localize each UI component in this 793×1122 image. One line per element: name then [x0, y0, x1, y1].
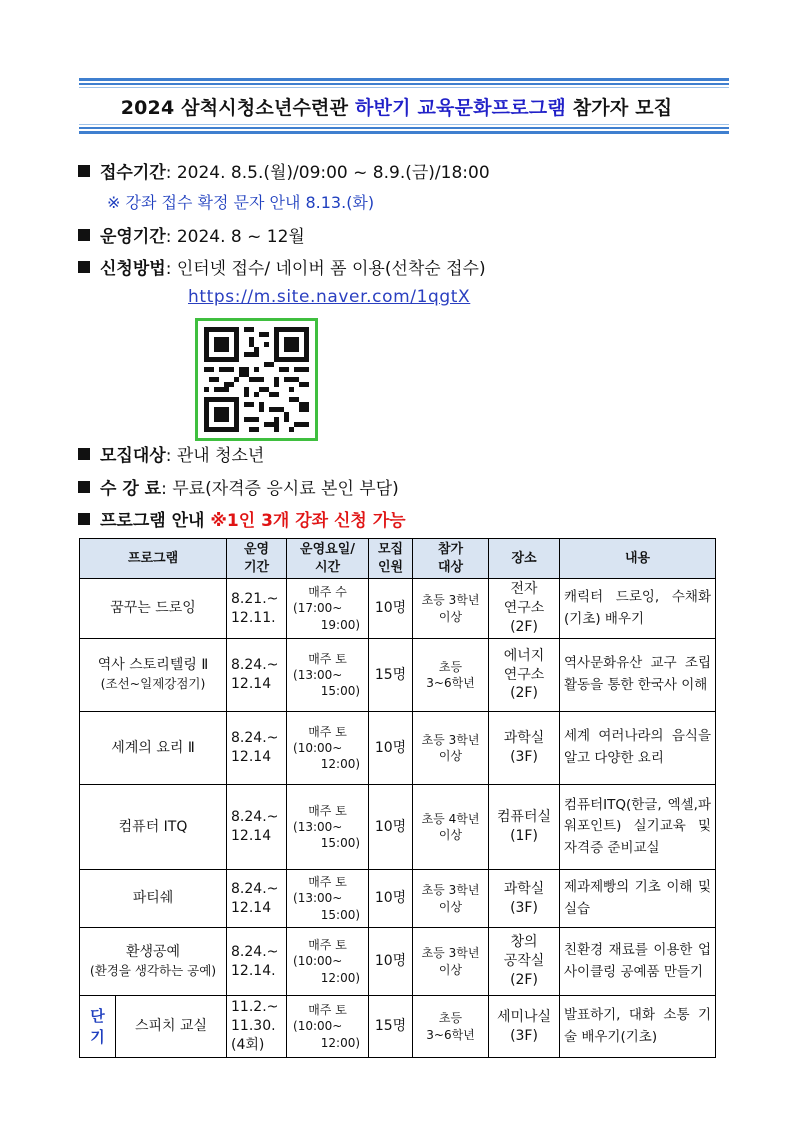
program-content: 발표하기, 대화 소통 기술 배우기(기초) [560, 996, 716, 1058]
program-target: 초등 3~6학년 [413, 639, 489, 712]
title-highlight: 하반기 교육문화프로그램 [354, 97, 566, 119]
program-schedule: 매주 토 (13:00~ 15:00) [287, 870, 369, 928]
page-title [0, 93, 793, 120]
program-name: 세계의 요리 Ⅱ [80, 712, 227, 785]
program-label: 프로그램 안내 [100, 511, 211, 531]
program-target: 초등 3학년 이상 [413, 928, 489, 996]
header-target: 참가 대상 [413, 539, 489, 579]
bullet-square-icon [78, 513, 90, 525]
program-name: 꿈꾸는 드로잉 [80, 579, 227, 639]
program-capacity: 10명 [369, 579, 413, 639]
program-name: 컴퓨터 ITQ [80, 785, 227, 870]
reception-line [78, 158, 490, 183]
program-period: 8.24.~ 12.14. [227, 928, 287, 996]
program-target: 초등 3학년 이상 [413, 870, 489, 928]
title-part1: 2024 삼척시청소년수련관 [120, 97, 355, 119]
reception-note: ※ 강좌 접수 확정 문자 안내 8.13.(화) [107, 193, 375, 212]
program-place: 컴퓨터실 (1F) [489, 785, 560, 870]
header-schedule: 운영요일/ 시간 [287, 539, 369, 579]
bullet-square-icon [78, 165, 90, 177]
fee-line [78, 474, 399, 499]
apply-line [78, 254, 486, 279]
fee-label: 수 강 료 [100, 479, 162, 499]
program-place: 과학실 (3F) [489, 870, 560, 928]
program-name: 역사 스토리텔링 Ⅱ (조선~일제강점기) [80, 639, 227, 712]
program-content: 컴퓨터ITQ(한글, 엑셀,파워포인트) 실기교육 및 자격증 준비교실 [560, 785, 716, 870]
program-target: 초등 4학년 이상 [413, 785, 489, 870]
program-place: 세미나실 (3F) [489, 996, 560, 1058]
operation-line [78, 222, 305, 247]
table-row [80, 639, 716, 712]
operation-label: 운영기간 [100, 227, 166, 247]
table-row [80, 870, 716, 928]
top-rule [79, 78, 729, 88]
bullet-square-icon [78, 481, 90, 493]
operation-value: : 2024. 8 ~ 12월 [165, 227, 305, 247]
program-capacity: 15명 [369, 639, 413, 712]
reception-label: 접수기간 [100, 163, 166, 183]
program-target: 초등 3~6학년 [413, 996, 489, 1058]
header-capacity: 모집 인원 [369, 539, 413, 579]
title-bottom-rule [79, 124, 729, 134]
program-schedule: 매주 토 (13:00~ 15:00) [287, 785, 369, 870]
program-capacity: 10명 [369, 870, 413, 928]
program-content: 역사문화유산 교구 조립활동을 통한 한국사 이해 [560, 639, 716, 712]
apply-value: : 인터넷 접수/ 네이버 폼 이용(선착순 접수) [165, 259, 486, 279]
header-place: 장소 [489, 539, 560, 579]
table-row [80, 996, 716, 1058]
apply-label: 신청방법 [100, 259, 166, 279]
target-line [78, 441, 264, 466]
title-part2: 참가자 모집 [565, 97, 673, 119]
program-note: ※1인 3개 강좌 신청 가능 [210, 511, 406, 531]
program-capacity: 10명 [369, 712, 413, 785]
header-period: 운영 기간 [227, 539, 287, 579]
target-label: 모집대상 [100, 446, 166, 466]
program-name: 파티쉐 [80, 870, 227, 928]
qr-code[interactable] [195, 318, 318, 441]
program-period: 11.2.~ 11.30. (4회) [227, 996, 287, 1058]
program-period: 8.24.~ 12.14 [227, 639, 287, 712]
program-place: 전자 연구소 (2F) [489, 579, 560, 639]
table-row [80, 785, 716, 870]
program-name: 스피치 교실 [116, 996, 227, 1058]
program-schedule: 매주 토 (13:00~ 15:00) [287, 639, 369, 712]
program-place: 에너지 연구소 (2F) [489, 639, 560, 712]
program-table [79, 538, 716, 1058]
table-header-row [80, 539, 716, 579]
target-value: : 관내 청소년 [165, 446, 265, 466]
program-target: 초등 3학년 이상 [413, 712, 489, 785]
bullet-square-icon [78, 261, 90, 273]
header-program: 프로그램 [80, 539, 227, 579]
program-place: 창의 공작실 (2F) [489, 928, 560, 996]
program-schedule: 매주 토 (10:00~ 12:00) [287, 712, 369, 785]
program-schedule: 매주 수 (17:00~ 19:00) [287, 579, 369, 639]
bullet-square-icon [78, 448, 90, 460]
program-period: 8.24.~ 12.14 [227, 785, 287, 870]
program-content: 세계 여러나라의 음식을 알고 다양한 요리 [560, 712, 716, 785]
program-line [78, 506, 406, 531]
program-content: 친환경 재료를 이용한 업사이클링 공예품 만들기 [560, 928, 716, 996]
reception-value: : 2024. 8.5.(월)/09:00 ~ 8.9.(금)/18:00 [165, 163, 490, 183]
program-period: 8.24.~ 12.14 [227, 870, 287, 928]
program-schedule: 매주 토 (10:00~ 12:00) [287, 996, 369, 1058]
program-capacity: 15명 [369, 996, 413, 1058]
table-row [80, 579, 716, 639]
apply-form-link[interactable]: https://m.site.naver.com/1qgtX [188, 287, 471, 307]
program-content: 캐릭터 드로잉, 수채화(기초) 배우기 [560, 579, 716, 639]
header-content: 내용 [560, 539, 716, 579]
short-term-label: 단 기 [80, 996, 116, 1058]
program-target: 초등 3학년 이상 [413, 579, 489, 639]
program-schedule: 매주 토 (10:00~ 12:00) [287, 928, 369, 996]
program-period: 8.21.~ 12.11. [227, 579, 287, 639]
table-row [80, 712, 716, 785]
bullet-square-icon [78, 229, 90, 241]
program-period: 8.24.~ 12.14 [227, 712, 287, 785]
program-content: 제과제빵의 기초 이해 및 실습 [560, 870, 716, 928]
table-row [80, 928, 716, 996]
program-capacity: 10명 [369, 785, 413, 870]
qr-code-icon [204, 327, 309, 432]
fee-value: : 무료(자격증 응시료 본인 부담) [161, 479, 399, 499]
program-name: 환생공예 (환경을 생각하는 공예) [80, 928, 227, 996]
program-capacity: 10명 [369, 928, 413, 996]
program-place: 과학실 (3F) [489, 712, 560, 785]
